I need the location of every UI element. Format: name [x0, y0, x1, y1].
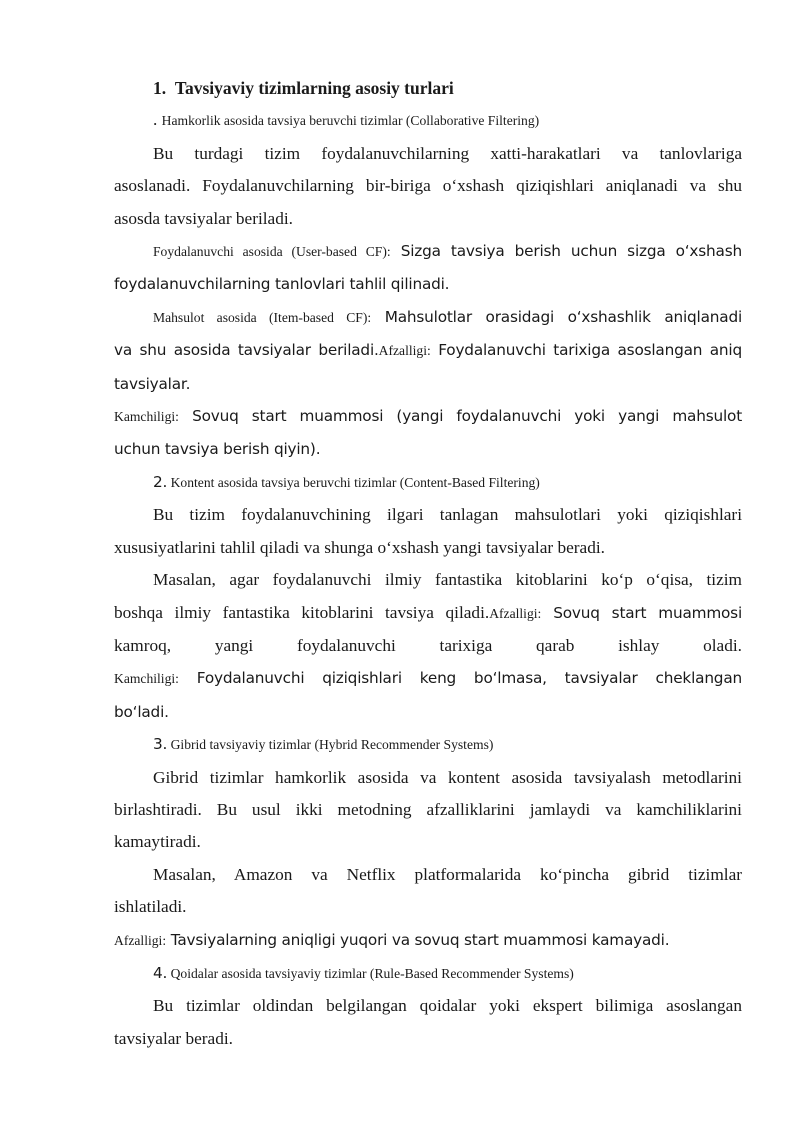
cb-paragraph-2-line-5 [114, 696, 742, 728]
rule-based-paragraph-line-2 [114, 1023, 742, 1055]
section-title-text: 1. Tavsiyaviy tizimlarning asosiy turlari [153, 78, 454, 98]
cb-paragraph-1-line-1 [114, 499, 742, 531]
hybrid-paragraph-2-line-2 [114, 891, 742, 923]
cf-paragraph-line-2 [114, 170, 742, 202]
item-based-label: Mahsulot asosida (Item-based CF): [153, 309, 372, 325]
disadvantage-label: Kamchiligi: [114, 409, 179, 425]
cb-paragraph-2-line-4 [114, 662, 742, 695]
text: bo‘ladi. [114, 702, 169, 721]
section-title [114, 72, 742, 104]
user-based-label: Foydalanuvchi asosida (User-based CF): [153, 244, 391, 260]
cf-heading [114, 104, 742, 137]
text: uchun tavsiya berish qiyin). [114, 440, 321, 459]
advantage-label: Afzalligi: [114, 932, 167, 948]
text: Sovuq start muammosi (yangi foydalanuvchi yoki yangi mahsulot [178, 407, 742, 426]
cb-heading [114, 466, 742, 499]
hybrid-heading-number: 3. [153, 735, 168, 754]
text: Tavsiyalarning aniqligi yuqori va sovuq start muammosi kamayadi. [166, 930, 670, 949]
item-based-line-1 [114, 301, 742, 334]
hybrid-paragraph-1-line-3 [114, 826, 742, 858]
text: tavsiyalar beradi. [114, 1028, 233, 1048]
item-based-line-3 [114, 368, 742, 400]
user-based-line-2 [114, 268, 742, 300]
document-page [114, 72, 742, 1055]
advantage-label: Afzalligi: [489, 605, 542, 621]
text: Masalan, agar foydalanuvchi ilmiy fantastika kitoblarini ko‘p o‘qisa, tizim [153, 570, 742, 590]
item-based-line-2 [114, 334, 742, 367]
cf-disadvantage-line-1 [114, 400, 742, 433]
rule-based-heading-text: Qoidalar asosida tavsiyaviy tizimlar (Rule-Based Recommender Systems) [167, 965, 574, 981]
cf-paragraph-line-1 [114, 138, 742, 170]
rule-based-paragraph-line-1 [114, 990, 742, 1022]
rule-based-heading-number: 4. [153, 963, 168, 982]
cf-heading-text: Hamkorlik asosida tavsiya beruvchi tizimlar (Collaborative Filtering) [161, 113, 540, 129]
text: Mahsulotlar orasidagi o‘xshashlik aniqlanadi [371, 307, 743, 326]
cb-heading-text: Kontent asosida tavsiya beruvchi tizimlar (Content-Based Filtering) [167, 474, 540, 490]
hybrid-heading-text: Gibrid tavsiyaviy tizimlar (Hybrid Recommender Systems) [167, 737, 494, 753]
cb-paragraph-2-line-1 [114, 564, 742, 596]
disadvantage-label: Kamchiligi: [114, 671, 179, 687]
text: xususiyatlarini tahlil qiladi va shunga o‘xshash yangi tavsiyalar beradi. [114, 537, 605, 557]
hybrid-heading [114, 728, 742, 761]
cf-paragraph-line-3 [114, 203, 742, 235]
text: tavsiyalar. [114, 374, 191, 393]
text: boshqa ilmiy fantastika kitoblarini tavsiya qiladi. [114, 602, 490, 622]
text: kamaytiradi. [114, 832, 201, 852]
text: Bu tizimlar oldindan belgilangan qoidalar yoki ekspert bilimiga asoslangan [153, 996, 742, 1016]
text: Bu tizim foydalanuvchining ilgari tanlagan mahsulotlari yoki qiziqishlari [153, 505, 742, 525]
hybrid-advantage [114, 924, 742, 957]
cb-heading-number: 2. [153, 472, 168, 491]
cf-heading-prefix: . [153, 110, 162, 130]
advantage-label: Afzalligi: [378, 343, 431, 359]
text: Gibrid tizimlar hamkorlik asosida va kontent asosida tavsiyalash metodlarini [153, 767, 742, 787]
text: ishlatiladi. [114, 897, 187, 917]
text: Sizga tavsiya berish uchun sizga o‘xshash [390, 242, 742, 261]
cb-paragraph-1-line-2 [114, 532, 742, 564]
user-based-line-1 [114, 235, 742, 268]
text: asosda tavsiyalar beriladi. [114, 208, 293, 228]
hybrid-paragraph-2-line-1 [114, 859, 742, 891]
hybrid-paragraph-1-line-1 [114, 762, 742, 794]
text: Bu turdagi tizim foydalanuvchilarning xatti-harakatlari va tanlovlariga [153, 143, 742, 163]
text: Masalan, Amazon va Netflix platformalarida ko‘pincha gibrid tizimlar [153, 864, 742, 884]
text: kamroq, yangi foydalanuvchi tarixiga qarab ishlay oladi. [114, 635, 742, 655]
text: va shu asosida tavsiyalar beriladi. [114, 341, 379, 360]
text: Foydalanuvchi tarixiga asoslangan aniq [430, 341, 742, 360]
hybrid-paragraph-1-line-2 [114, 794, 742, 826]
text: Sovuq start muammosi [541, 603, 742, 622]
text: foydalanuvchilarning tanlovlari tahlil qilinadi. [114, 275, 450, 294]
cb-paragraph-2-line-2 [114, 597, 742, 630]
text: Foydalanuvchi qiziqishlari keng bo‘lmasa, tavsiyalar cheklangan [178, 669, 742, 688]
rule-based-heading [114, 957, 742, 990]
text: birlashtiradi. Bu usul ikki metodning afzalliklarini jamlaydi va kamchiliklarini [114, 799, 742, 819]
cf-disadvantage-line-2 [114, 433, 742, 465]
cb-paragraph-2-line-3 [114, 630, 742, 662]
text: asoslanadi. Foydalanuvchilarning bir-biriga o‘xshash qiziqishlari aniqlanadi va shu [114, 176, 742, 196]
